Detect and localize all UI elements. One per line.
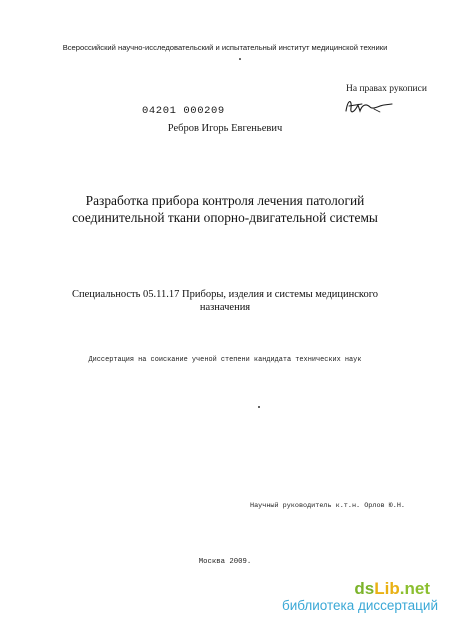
dslib-watermark	[280, 580, 442, 618]
specialty	[55, 288, 395, 314]
dissertation-title	[60, 192, 390, 226]
dslib-tagline: библиотека диссертаций	[281, 598, 438, 613]
scan-speck	[239, 58, 241, 60]
institute-name: Всероссийский научно-исследовательский и испытательный институт медицинской техники	[62, 43, 388, 52]
city-year: Москва 2009.	[198, 558, 252, 566]
title-line-1: Разработка прибора контроля лечения патологий	[85, 193, 365, 208]
handwritten-signature	[340, 95, 400, 119]
author-name: Ребров Игорь Евгеньевич	[167, 123, 283, 134]
title-line-2: соединительной ткани опорно-двигательной системы	[72, 210, 378, 225]
rights-notice: На правах рукописи	[346, 84, 427, 94]
archive-code-stamp: 04201 000209	[142, 105, 225, 117]
scan-speck-2	[258, 406, 260, 408]
specialty-line-2: назначения	[199, 302, 251, 313]
dslib-logo: dsLib.net	[354, 579, 430, 598]
specialty-line-1: Специальность 05.11.17 Приборы, изделия и системы медицинского	[71, 289, 379, 300]
scientific-supervisor: Научный руководитель к.т.н. Орлов Ю.Н.	[250, 502, 405, 510]
dissertation-degree-note: Диссертация на соискание ученой степени кандидата технических наук	[88, 356, 362, 364]
